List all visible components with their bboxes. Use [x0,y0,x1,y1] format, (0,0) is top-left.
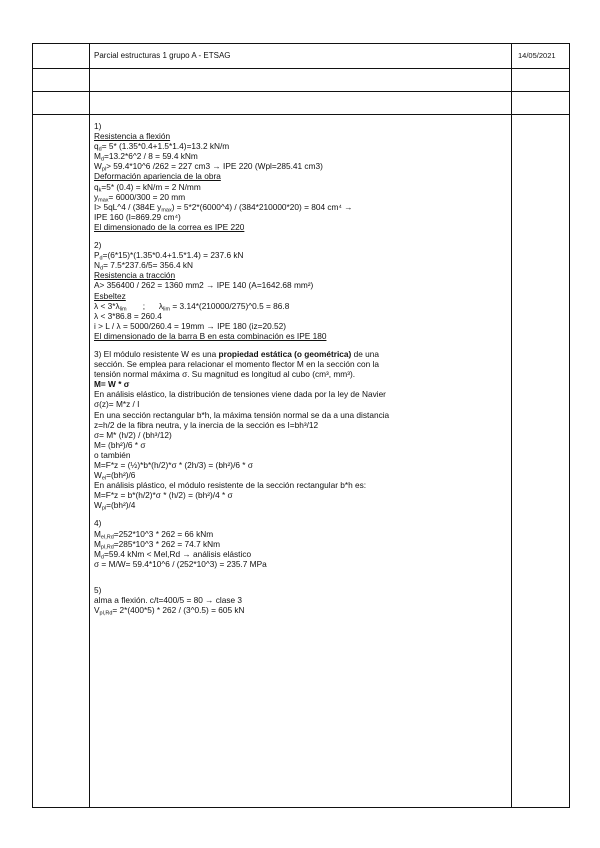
table-divider-1 [89,43,90,808]
q4-md: $M_d=59.4$ kNm < Mel,Rd → análisis elástico [94,548,252,561]
q3-line-11: o también [94,449,131,460]
q1-qd: $q_d= 5*$ (1.35*0.4+1.5*1.4)=13.2 kN/m [94,141,230,153]
q2-slenderness-heading: Esbeltez [94,290,126,301]
q3-line-2: sección. Se emplea para relacionar el momento flector M en la sección con la [94,359,380,370]
q4-mel: $M_{el,Rd}=252*10\^{}3 * 262 = 66$ kNm [94,528,214,541]
q3-wel: $W_{el}=(bh^2)/6$ [94,470,136,482]
q2-nd: $N_d= 7.5*237.6/5= 356.4$ kN [94,260,194,272]
q3-formula: M= W * σ [94,379,130,390]
q3-line-3: tensión normal máxima σ. Su magnitud es longitud al cubo (cm³, mm³). [94,369,356,380]
q2-pd: $P_d=(6*15)*(1.35*0.4+1.5*1.4) = 237.6$ kN [94,250,244,262]
q4-sigma: σ = M/W= 59.4*10^6 / (252*10^3) = 235.7 MPa [94,558,267,569]
q1-flexion-heading: Resistencia a flexión [94,131,171,142]
q3-line-9: σ= M* (h/2) / (bh³/12) [94,429,172,440]
document-date: 14/05/2021 [518,51,556,60]
q2-lambda: λ < 3*86.8 = 260.4 [94,310,162,321]
q1-inertia: I> 5qL^4 / (384E $y_{max}$) = 5*2*(6000^4) / (384*210000*20) = 804 cm⁴ → [94,201,353,214]
row-divider-1 [32,68,570,69]
q1-qk: $q_k=5*$ (0.4) = kN/m = 2 N/mm [94,181,201,194]
q2-lambda-lim: $\lambda < 3*\lambda_{lim}$ ; $\lambda_{lim}$ = 3.14*(210000/275)^0.5 = 86.8 [94,300,290,313]
q2-radius: i > L / λ = 5000/260.4 = 19mm → IPE 180 (iz=20.52) [94,320,287,331]
row-divider-3 [32,114,570,115]
q1-ipe160: IPE 160 (I=869.29 cm⁴) [94,211,181,222]
q1-number: 1) [94,121,102,131]
q1-deform-heading: Deformación apariencia de la obra [94,171,221,182]
q3-wpl: $W_{pl}=(bh^2)/4$ [94,500,136,512]
q3-line-15: M=F*z = b*(h/2)*σ * (h/2) = (bh²)/4 * σ [94,490,233,501]
q2-number: 2) [94,240,102,251]
q1-conclusion: El dimensionado de la correa es IPE 220 [94,221,245,232]
table-border-top [32,43,570,44]
q3-line-8: z=h/2 de la fibra neutra, y la inercia de la sección es I=bh³/12 [94,419,319,430]
q5-vpl: $V_{pl,Rd}= 2*(400*5) * 262$ / (3^0.5) = 605 kN [94,605,245,617]
q3-line-7: En una sección rectangular b*h, la máxima tensión normal se da a una distancia [94,409,390,420]
document-title: Parcial estructuras 1 grupo A - ETSAG [94,51,231,60]
q2-conclusion: El dimensionado de la barra B en esta combinación es IPE 180 [94,330,327,341]
q2-traction-heading: Resistencia a tracción [94,270,176,281]
table-border-left [32,43,33,808]
row-divider-2 [32,91,570,92]
q3-line-12: M=F*z = (½)*b*(h/2)*σ * (2h/3) = (bh²)/6 * σ [94,460,253,470]
q3-line-10: M= (bh²)/6 * σ [94,439,146,450]
q2-area: A> 356400 / 262 = 1360 mm2 → IPE 140 (A=1642.68 mm²) [94,280,314,291]
q4-number: 4) [94,518,102,529]
q3-line-6: σ(z)= M*z / I [94,399,140,410]
q1-ymax: $y_{max}= 6000/300 = 20$ mm [94,191,186,204]
q4-mpl: $M_{pl,Rd}=285*10\^{}3 * 262 = 74.7$ kNm [94,538,221,551]
q3-line-14: En análisis plástico, el módulo resistente de la sección rectangular b*h es: [94,480,367,491]
q1-wpl: $W_{pl}>$ 59.4*10^6 /262 = 227 cm3 → IPE 220 (Wpl=285.41 cm3) [94,161,323,173]
q3-line-5: En análisis elástico, la distribución de tensiones viene dada por la ley de Navier [94,389,386,400]
q5-number: 5) [94,584,102,595]
q3-intro: 3) El módulo resistente W es una propiedad estática (o geométrica) de una [94,348,379,359]
table-divider-2 [511,43,512,808]
table-border-right [569,43,570,808]
q5-web: alma a flexión. c/t=400/5 = 80 → clase 3 [94,595,243,606]
answers-body [94,121,502,615]
table-border-bottom [32,807,570,808]
q1-md: $M_d=13.2*6\^{}2 / 8 = 59.4$ kNm [94,151,198,163]
